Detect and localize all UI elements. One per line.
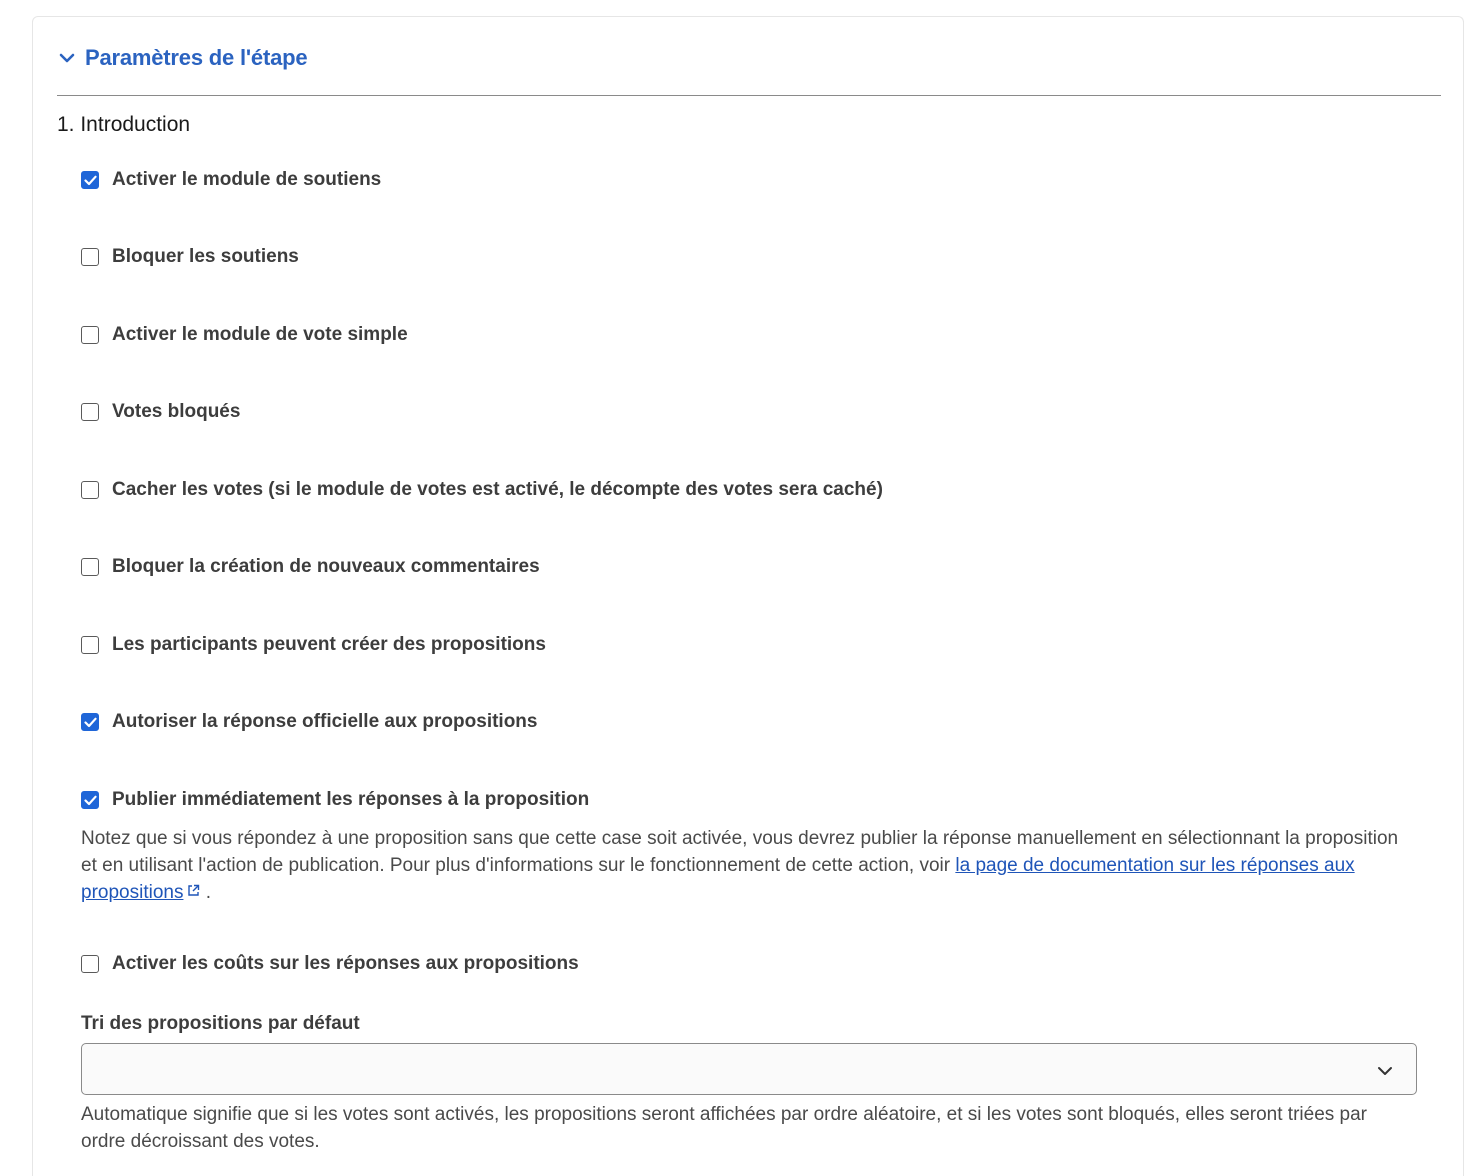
help-suffix: .: [205, 882, 212, 903]
checkbox[interactable]: [81, 326, 99, 344]
default-sort-select[interactable]: [81, 1043, 1417, 1095]
section-title: Paramètres de l'étape: [85, 45, 308, 70]
option-label: Autoriser la réponse officielle aux propositions: [112, 711, 538, 732]
checkbox[interactable]: [81, 558, 99, 576]
step-settings-card: [32, 16, 1464, 1176]
publish-answers-help: [81, 825, 1411, 906]
option-label: Activer les coûts sur les réponses aux propositions: [112, 953, 579, 974]
option-label: Les participants peuvent créer des propositions: [112, 634, 546, 655]
chevron-down-icon: [1376, 1062, 1394, 1080]
checkbox[interactable]: [81, 248, 99, 266]
checkbox[interactable]: [81, 636, 99, 654]
option-label: Cacher les votes (si le module de votes est activé, le décompte des votes sera caché): [112, 479, 883, 500]
checkmark-icon: [84, 795, 97, 806]
checkbox-checked[interactable]: [81, 791, 99, 809]
checkbox[interactable]: [81, 955, 99, 973]
external-link-icon: [187, 884, 200, 897]
checkmark-icon: [84, 175, 97, 186]
option-publish-answers-immediately[interactable]: [81, 789, 589, 811]
option-enable-votes[interactable]: [81, 324, 408, 346]
checkbox[interactable]: [81, 403, 99, 421]
checkbox[interactable]: [81, 481, 99, 499]
checkbox-checked[interactable]: [81, 713, 99, 731]
option-label: Votes bloqués: [112, 401, 241, 422]
option-enable-endorsements[interactable]: [81, 169, 381, 191]
option-votes-blocked[interactable]: [81, 401, 240, 423]
step-settings-toggle[interactable]: [57, 45, 307, 71]
option-label: Activer le module de soutiens: [112, 169, 382, 190]
default-sort-help: Automatique signifie que si les votes sont activés, les propositions seront affichées par ordre aléatoire, et si les votes sont bloqués, elles seront triées par ordre décroissant des votes.: [81, 1104, 1368, 1152]
option-label: Publier immédiatement les réponses à la proposition: [112, 789, 590, 810]
checkbox-checked[interactable]: [81, 171, 99, 189]
option-hide-votes[interactable]: [81, 479, 883, 501]
default-sort-label: Tri des propositions par défaut: [81, 1013, 360, 1034]
option-label: Bloquer la création de nouveaux commentaires: [112, 556, 540, 577]
option-label: Activer le module de vote simple: [112, 324, 408, 345]
checkmark-icon: [84, 717, 97, 728]
option-participants-create-proposals[interactable]: [81, 634, 546, 656]
documentation-link-text: la page de documentation sur les réponses aux propositions: [81, 855, 1355, 903]
option-enable-costs[interactable]: [81, 953, 579, 975]
step-title: 1. Introduction: [57, 113, 191, 136]
option-block-comments[interactable]: [81, 556, 540, 578]
section-divider: [57, 95, 1441, 96]
chevron-down-icon: [57, 48, 77, 68]
help-text: Notez que si vous répondez à une proposition sans que cette case soit activée, vous devrez publier la réponse manuellement en sélectionnant la proposition et en utilisant l'action de publication. Pour plus d'informations sur le fonctionnement de cette action, voir: [81, 828, 1399, 876]
option-block-endorsements[interactable]: [81, 246, 299, 268]
option-official-answers[interactable]: [81, 711, 537, 733]
option-label: Bloquer les soutiens: [112, 246, 299, 267]
